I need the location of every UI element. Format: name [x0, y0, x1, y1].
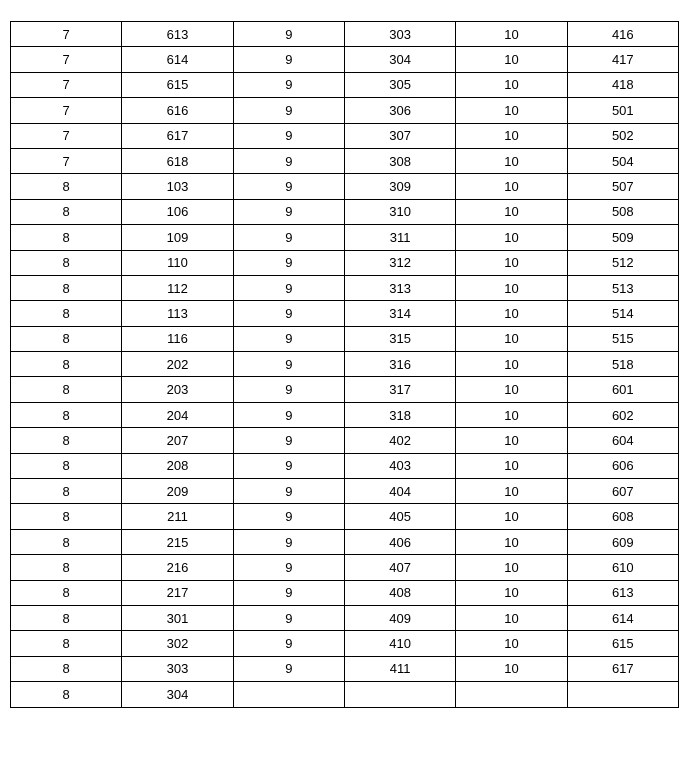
table-cell: 7	[11, 72, 122, 97]
table-cell: 608	[567, 504, 678, 529]
table-cell: 10	[456, 529, 567, 554]
table-cell: 8	[11, 605, 122, 630]
table-cell: 9	[233, 656, 344, 681]
table-cell: 203	[122, 377, 233, 402]
table-cell	[233, 682, 344, 707]
table-cell: 615	[122, 72, 233, 97]
table-cell: 9	[233, 98, 344, 123]
table-cell: 303	[122, 656, 233, 681]
table-row	[11, 225, 679, 250]
table-cell: 9	[233, 352, 344, 377]
table-cell: 10	[456, 656, 567, 681]
table-cell: 216	[122, 555, 233, 580]
table-cell: 9	[233, 580, 344, 605]
table-cell: 10	[456, 428, 567, 453]
table-cell: 9	[233, 199, 344, 224]
table-cell: 9	[233, 631, 344, 656]
table-cell: 308	[344, 148, 455, 173]
table-cell: 10	[456, 377, 567, 402]
table-row	[11, 504, 679, 529]
table-cell: 10	[456, 22, 567, 47]
table-cell: 9	[233, 148, 344, 173]
table-cell: 305	[344, 72, 455, 97]
table-cell: 112	[122, 275, 233, 300]
table-cell: 407	[344, 555, 455, 580]
table-cell: 8	[11, 428, 122, 453]
table-cell: 10	[456, 47, 567, 72]
table-cell: 9	[233, 504, 344, 529]
table-cell	[456, 682, 567, 707]
table-cell: 9	[233, 377, 344, 402]
table-cell: 613	[567, 580, 678, 605]
table-cell: 309	[344, 174, 455, 199]
table-cell: 215	[122, 529, 233, 554]
table-cell: 8	[11, 555, 122, 580]
table-row	[11, 580, 679, 605]
table-row	[11, 682, 679, 707]
table-row	[11, 72, 679, 97]
table-cell: 9	[233, 555, 344, 580]
table-cell: 615	[567, 631, 678, 656]
table-cell: 8	[11, 631, 122, 656]
table-cell: 10	[456, 301, 567, 326]
table-cell: 604	[567, 428, 678, 453]
table-cell: 8	[11, 529, 122, 554]
table-cell: 10	[456, 352, 567, 377]
table-cell: 410	[344, 631, 455, 656]
table-cell: 10	[456, 275, 567, 300]
table-cell: 310	[344, 199, 455, 224]
table-cell: 304	[122, 682, 233, 707]
table-cell: 8	[11, 352, 122, 377]
table-row	[11, 275, 679, 300]
table-cell: 313	[344, 275, 455, 300]
table-cell: 9	[233, 250, 344, 275]
table-row	[11, 301, 679, 326]
table-cell: 514	[567, 301, 678, 326]
table-cell: 10	[456, 605, 567, 630]
table-cell: 509	[567, 225, 678, 250]
table-cell: 504	[567, 148, 678, 173]
table-cell: 8	[11, 682, 122, 707]
table-cell: 9	[233, 529, 344, 554]
table-cell: 10	[456, 174, 567, 199]
table-cell: 109	[122, 225, 233, 250]
table-cell: 311	[344, 225, 455, 250]
table-row	[11, 123, 679, 148]
table-cell: 304	[344, 47, 455, 72]
table-cell: 610	[567, 555, 678, 580]
table-cell: 10	[456, 72, 567, 97]
table-cell: 8	[11, 479, 122, 504]
table-cell: 8	[11, 275, 122, 300]
table-cell: 312	[344, 250, 455, 275]
table-cell: 8	[11, 174, 122, 199]
table-cell: 9	[233, 174, 344, 199]
table-cell: 513	[567, 275, 678, 300]
table-cell: 10	[456, 250, 567, 275]
table-cell: 8	[11, 377, 122, 402]
table-cell: 207	[122, 428, 233, 453]
table-cell: 8	[11, 504, 122, 529]
table-cell: 9	[233, 72, 344, 97]
table-cell	[344, 682, 455, 707]
table-row	[11, 605, 679, 630]
table-cell: 8	[11, 250, 122, 275]
table-row	[11, 22, 679, 47]
table-cell: 7	[11, 98, 122, 123]
table-cell: 616	[122, 98, 233, 123]
table-cell: 9	[233, 22, 344, 47]
table-cell: 8	[11, 301, 122, 326]
table-row	[11, 656, 679, 681]
table-row	[11, 529, 679, 554]
table-cell: 512	[567, 250, 678, 275]
table-cell: 9	[233, 402, 344, 427]
table-cell: 208	[122, 453, 233, 478]
table-cell: 402	[344, 428, 455, 453]
table-cell: 8	[11, 402, 122, 427]
table-cell: 306	[344, 98, 455, 123]
table-cell: 8	[11, 453, 122, 478]
table-row	[11, 174, 679, 199]
table-cell: 411	[344, 656, 455, 681]
table-cell: 618	[122, 148, 233, 173]
table-row	[11, 148, 679, 173]
table-cell: 8	[11, 326, 122, 351]
table-cell: 8	[11, 656, 122, 681]
table-cell: 302	[122, 631, 233, 656]
table-cell: 409	[344, 605, 455, 630]
table-row	[11, 98, 679, 123]
table-cell: 202	[122, 352, 233, 377]
table-body	[11, 22, 679, 708]
table-cell: 518	[567, 352, 678, 377]
table-cell: 10	[456, 479, 567, 504]
table-cell: 403	[344, 453, 455, 478]
table-row	[11, 479, 679, 504]
table-cell: 614	[122, 47, 233, 72]
table-cell: 307	[344, 123, 455, 148]
table-row	[11, 47, 679, 72]
table-cell: 614	[567, 605, 678, 630]
table-cell: 113	[122, 301, 233, 326]
table-cell: 10	[456, 402, 567, 427]
table-cell: 9	[233, 47, 344, 72]
table-cell: 10	[456, 98, 567, 123]
table-cell: 404	[344, 479, 455, 504]
table-cell: 10	[456, 631, 567, 656]
table-cell: 9	[233, 605, 344, 630]
table-cell: 606	[567, 453, 678, 478]
table-cell: 10	[456, 326, 567, 351]
table-cell: 10	[456, 580, 567, 605]
table-cell: 9	[233, 301, 344, 326]
table-cell: 211	[122, 504, 233, 529]
table-row	[11, 377, 679, 402]
table-cell: 9	[233, 123, 344, 148]
table-cell: 303	[344, 22, 455, 47]
table-cell: 613	[122, 22, 233, 47]
data-table	[10, 21, 679, 708]
table-row	[11, 428, 679, 453]
table-cell: 417	[567, 47, 678, 72]
table-cell: 515	[567, 326, 678, 351]
table-cell: 601	[567, 377, 678, 402]
table-cell: 502	[567, 123, 678, 148]
table-cell: 10	[456, 199, 567, 224]
table-row	[11, 250, 679, 275]
table-cell: 7	[11, 22, 122, 47]
table-cell: 507	[567, 174, 678, 199]
table-cell: 110	[122, 250, 233, 275]
table-row	[11, 631, 679, 656]
table-cell: 10	[456, 148, 567, 173]
table-row	[11, 352, 679, 377]
table-row	[11, 326, 679, 351]
table-cell: 209	[122, 479, 233, 504]
table-cell: 8	[11, 580, 122, 605]
table-cell: 10	[456, 225, 567, 250]
table-cell: 617	[567, 656, 678, 681]
table-cell: 7	[11, 123, 122, 148]
table-cell: 10	[456, 123, 567, 148]
table-cell: 316	[344, 352, 455, 377]
table-cell: 317	[344, 377, 455, 402]
table-row	[11, 555, 679, 580]
table-cell: 106	[122, 199, 233, 224]
table-cell: 301	[122, 605, 233, 630]
table-row	[11, 402, 679, 427]
table-cell: 405	[344, 504, 455, 529]
table-cell: 602	[567, 402, 678, 427]
table-row	[11, 199, 679, 224]
table-cell: 607	[567, 479, 678, 504]
table-row	[11, 453, 679, 478]
table-cell: 9	[233, 225, 344, 250]
table-cell: 116	[122, 326, 233, 351]
table-cell: 8	[11, 199, 122, 224]
table-cell: 416	[567, 22, 678, 47]
table-cell: 10	[456, 555, 567, 580]
table-cell: 314	[344, 301, 455, 326]
table-cell: 10	[456, 453, 567, 478]
table-cell: 103	[122, 174, 233, 199]
table-cell: 418	[567, 72, 678, 97]
table-cell: 318	[344, 402, 455, 427]
table-cell: 204	[122, 402, 233, 427]
table-cell: 7	[11, 47, 122, 72]
table-cell: 315	[344, 326, 455, 351]
table-cell: 609	[567, 529, 678, 554]
table-cell: 9	[233, 428, 344, 453]
table-cell: 406	[344, 529, 455, 554]
table-cell: 501	[567, 98, 678, 123]
table-cell: 9	[233, 453, 344, 478]
table-cell: 217	[122, 580, 233, 605]
table-cell: 7	[11, 148, 122, 173]
table-cell	[567, 682, 678, 707]
table-cell: 508	[567, 199, 678, 224]
table-cell: 9	[233, 479, 344, 504]
table-cell: 408	[344, 580, 455, 605]
table-cell: 8	[11, 225, 122, 250]
table-cell: 617	[122, 123, 233, 148]
table-cell: 9	[233, 326, 344, 351]
table-cell: 9	[233, 275, 344, 300]
table-cell: 10	[456, 504, 567, 529]
